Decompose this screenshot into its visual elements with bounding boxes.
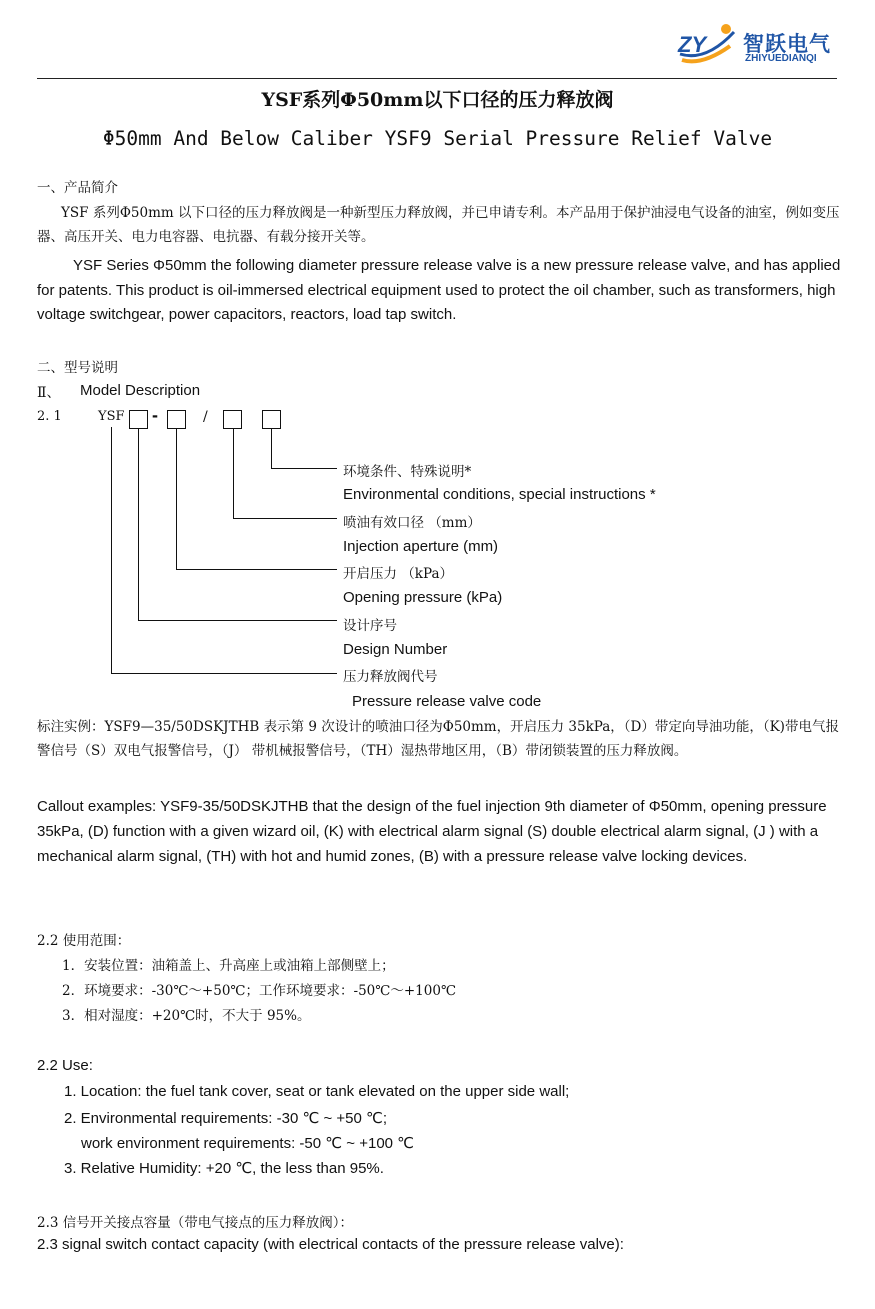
model-box-aperture [223,410,242,429]
use-scope-heading-cn: 2.2 使用范围： [37,933,131,949]
leader-aperture-h [233,518,337,519]
leader-design-h [138,620,337,621]
leader-pressure-v [176,429,177,570]
use-scope-item-cn: 2．环境要求：-30℃～+50℃；工作环境要求：-50℃～+100℃ [62,983,457,999]
label-conditions-cn: 环境条件、特殊说明* [343,464,472,480]
header-rule [37,78,837,79]
label-aperture-cn: 喷油有效口径 （mm） [343,515,481,531]
label-design-en: Design Number [343,641,448,658]
label-pressure-cn: 开启压力 （kPa） [343,566,453,582]
label-pressure-en: Opening pressure (kPa) [343,589,503,606]
label-code-en: Pressure release valve code [352,693,542,710]
section2-heading-cn: 二、型号说明 [37,360,118,376]
leader-conditions-v [271,429,272,469]
model-dash: - [152,405,158,425]
use-item-en: 1. Location: the fuel tank cover, seat or tank elevated on the upper side wall; [64,1083,570,1100]
use-item-en: work environment requirements: -50 ℃ ~ +100 ℃ [81,1135,415,1152]
use-item-en: 3. Relative Humidity: +20 ℃, the less than 95%. [64,1160,384,1177]
section1-intro-cn: YSF 系列Φ50mm 以下口径的压力释放阀是一种新型压力释放阀，并已申请专利。本产品用于保护油浸电气设备的油室，例如变压器、高压开关、电力电容器、电抗器、有载分接开关等。 [37,205,840,245]
section2-heading-en: Model Description [80,382,201,399]
label-code-cn: 压力释放阀代号 [343,669,438,685]
leader-design-v [138,429,139,621]
section2-heading-en-num: Ⅱ、 [37,385,61,401]
model-box-design [129,410,148,429]
model-prefix: YSF [98,409,125,424]
title-cn: YSF系列Φ50mm以下口径的压力释放阀 [261,89,614,111]
title-en: Φ50mm And Below Caliber YSF9 Serial Pressure Relief Valve [102,127,773,150]
logo-mark-icon [672,20,740,68]
section1-heading: 一、产品简介 [37,180,118,196]
example-cn: 标注实例：YSF9—35/50DSKJTHB 表示第 9 次设计的喷油口径为Φ50mm，开启压力 35kPa，（D）带定向导油功能，（K)带电气报警信号（S）双电气报警信号，（J） 带机械报警信号，（TH）湿热带地区用，（B）带闭锁装置的压力释放阀。 [37,719,839,759]
section1-intro-en: YSF Series Φ50mm the following diameter pressure release valve is a new pressure release valve, and has applied for patents. This product is oil-immersed electrical equipment used to protect the oil chamber, such as transformers, high voltage switchgear, power capacitors, reactors, load tap switch. [37,257,841,323]
contact-capacity-cn: 2.3 信号开关接点容量（带电气接点的压力释放阀）： [37,1215,354,1231]
label-design-cn: 设计序号 [343,618,397,634]
use-heading-en: 2.2 Use: [37,1057,93,1074]
label-conditions-en: Environmental conditions, special instructions * [343,486,656,503]
model-box-pressure [167,410,186,429]
leader-pressure-h [176,569,337,570]
label-aperture-en: Injection aperture (mm) [343,538,499,555]
contact-capacity-en: 2.3 signal switch contact capacity (with electrical contacts of the pressure release valve): [37,1236,624,1253]
leader-aperture-v [233,429,234,519]
leader-code-h [111,673,337,674]
logo-name-en: ZHIYUEDIANQI [745,53,817,64]
use-scope-item-cn: 3．相对湿度：+20℃时，不大于 95%。 [62,1008,311,1024]
model-number: 2. 1 [37,409,62,424]
example-en: Callout examples: YSF9-35/50DSKJTHB that the design of the fuel injection 9th diameter of Φ50mm, opening pressure 35kPa, (D) function with a given wizard oil, (K) with electrical alarm signal (S) double electrical alarm signal, (J ) with a mechanical alarm signal, (TH) with hot and humid zones, (B) with a pressure release valve locking devices. [37,798,827,865]
model-slash: / [203,409,208,425]
logo-name-cn: 智跃电气 [743,33,831,56]
logo-mark-text: ZY [678,32,707,57]
leader-conditions-h [271,468,337,469]
use-item-en: 2. Environmental requirements: -30 ℃ ~ +50 ℃; [64,1110,388,1127]
leader-code-v [111,427,112,673]
use-scope-item-cn: 1．安装位置：油箱盖上、升高座上或油箱上部侧壁上； [62,958,395,974]
model-box-conditions [262,410,281,429]
